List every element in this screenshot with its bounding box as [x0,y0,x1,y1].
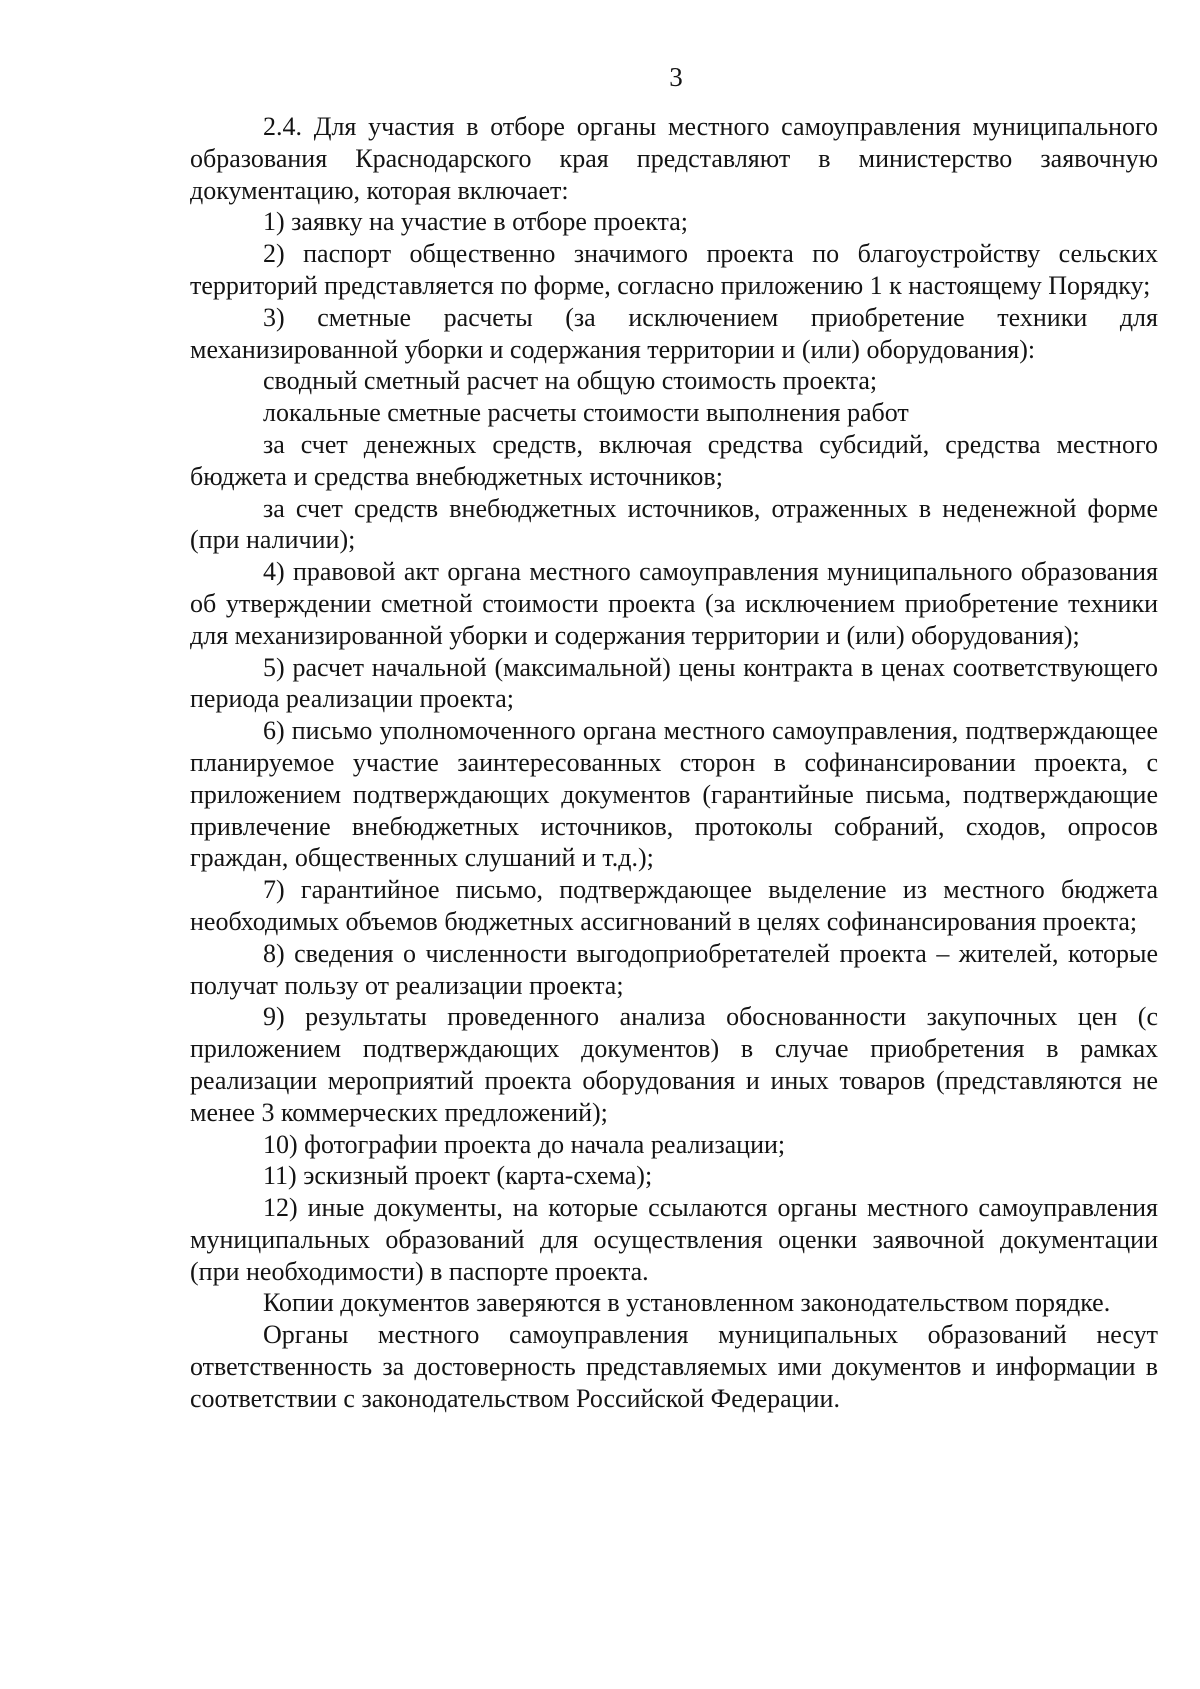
list-item-3-sub-2: локальные сметные расчеты стоимости выполнения работ [263,398,909,428]
list-item-8: 8) сведения о численности выгодоприобретателей проекта – жителей, которые получат пользу от реализации проекта; [190,938,1158,1000]
paragraph-2-4: 2.4. Для участия в отборе органы местного самоуправления муниципального образования Краснодарского края представляют в министерство заявочную документацию, которая включает: [190,112,1158,205]
list-item-1: 1) заявку на участие в отборе проекта; [263,207,688,237]
list-item-5: 5) расчет начальной (максимальной) цены контракта в ценах соответствующего периода реализации проекта; [190,652,1158,714]
paragraph-responsibility: Органы местного самоуправления муниципальных образований несут ответственность за достоверность представляемых ими документов и информации в соответствии с законодательством Российской Федерации. [190,1320,1158,1413]
list-item-3-sub-2a: за счет денежных средств, включая средства субсидий, средства местного бюджета и средства внебюджетных источников; [190,429,1158,491]
list-item-10: 10) фотографии проекта до начала реализации; [263,1129,786,1159]
list-item-7: 7) гарантийное письмо, подтверждающее выделение из местного бюджета необходимых объемов бюджетных ассигнований в целях софинансирования проекта; [190,875,1158,936]
document-body [190,111,1158,1415]
list-item-3: 3) сметные расчеты (за исключением приобретение техники для механизированной уборки и содержания территории и (или) оборудования): [190,302,1158,364]
list-item-3-sub-2b: за счет средств внебюджетных источников, отраженных в неденежной форме (при наличии); [190,493,1158,555]
list-item-11: 11) эскизный проект (карта-схема); [263,1161,653,1191]
list-item-6: 6) письмо уполномоченного органа местного самоуправления, подтверждающее планируемое участие заинтересованных сторон в софинансировании проекта, с приложением подтверждающих документов (гарантийные письма, подтверждающие привлечение внебюджетных источников, протоколы собраний, сходов, опросов граждан, общественных слушаний и т.д.); [190,716,1158,873]
paragraph-copies: Копии документов заверяются в установленном законодательством порядке. [263,1288,1111,1318]
list-item-9: 9) результаты проведенного анализа обоснованности закупочных цен (с приложением подтверждающих документов) в случае приобретения в рамках реализации мероприятий проекта оборудования и иных товаров (представляются не менее 3 коммерческих предложений); [190,1002,1158,1127]
list-item-4: 4) правовой акт органа местного самоуправления муниципального образования об утверждении сметной стоимости проекта (за исключением приобретение техники для механизированной уборки и содержания территории и (или) оборудования); [190,557,1158,650]
list-item-12: 12) иные документы, на которые ссылаются органы местного самоуправления муниципальных образований для осуществления оценки заявочной документации (при необходимости) в паспорте проекта. [190,1193,1158,1286]
list-item-2: 2) паспорт общественно значимого проекта по благоустройству сельских территорий представляется по форме, согласно приложению 1 к настоящему Порядку; [190,239,1158,300]
page-number: 3 [669,62,683,92]
list-item-3-sub-1: сводный сметный расчет на общую стоимость проекта; [263,366,878,396]
